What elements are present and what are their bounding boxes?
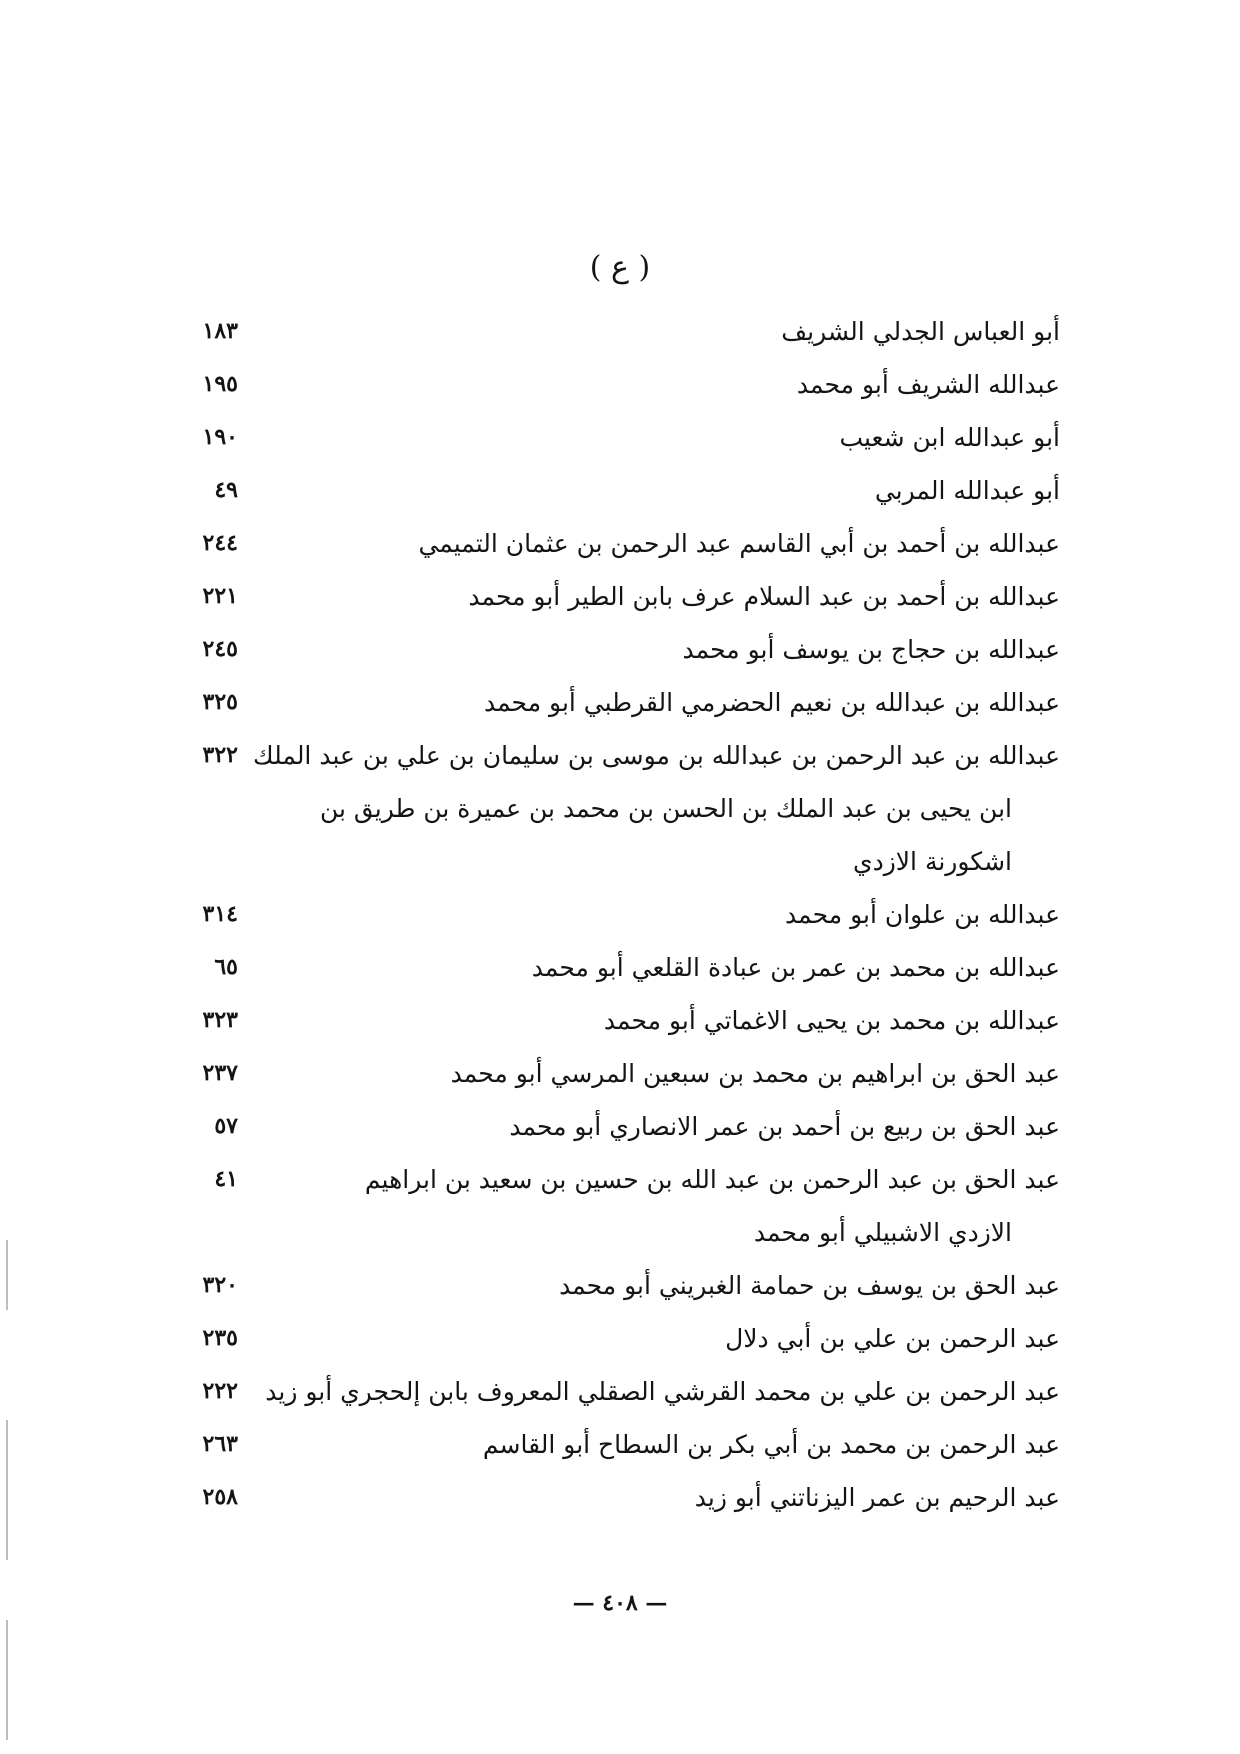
- entry-page-number: ٢٥٨: [202, 1484, 238, 1510]
- entry-name: عبد الحق بن عبد الرحمن بن عبد الله بن حسين بن سعيد بن ابراهيم: [364, 1165, 1060, 1194]
- entry-name: عبدالله بن محمد بن يحيى الاغماتي أبو محمد: [603, 1006, 1060, 1035]
- entry-page-number: ١٩٠: [202, 424, 238, 450]
- entry-name: عبد الحق بن يوسف بن حمامة الغبريني أبو محمد: [559, 1271, 1060, 1300]
- entry-page-number: ٢٦٣: [202, 1431, 238, 1457]
- entry-page-number: ٦٥: [214, 954, 238, 980]
- index-entry: [0, 1047, 1240, 1100]
- index-entry: [0, 358, 1240, 411]
- entry-name: عبدالله بن عبدالله بن نعيم الحضرمي القرطبي أبو محمد: [483, 688, 1060, 717]
- entry-name: عبد الرحمن بن علي بن أبي دلال: [725, 1324, 1060, 1353]
- index-entry: [0, 994, 1240, 1047]
- entry-page-number: ٢٣٧: [202, 1060, 238, 1086]
- entry-name: أبو عبدالله المربي: [874, 476, 1060, 505]
- entry-name: عبد الرحيم بن عمر اليزناتني أبو زيد: [694, 1483, 1060, 1512]
- entry-page-number: ٤١: [214, 1166, 238, 1192]
- index-entry: [0, 1312, 1240, 1365]
- entry-page-number: ٢٤٥: [202, 636, 238, 662]
- index-entry: [0, 1365, 1240, 1418]
- index-entry: [0, 941, 1240, 994]
- entry-page-number: ٢٣٥: [202, 1325, 238, 1351]
- index-entry: [0, 729, 1240, 782]
- entry-page-number: ٣٢٥: [202, 689, 238, 715]
- entry-name: اشكورنة الازدي: [853, 847, 1012, 876]
- entry-page-number: ٣١٤: [202, 901, 238, 927]
- entry-page-number: ٤٩: [214, 477, 238, 503]
- entry-name: عبدالله بن علوان أبو محمد: [785, 900, 1060, 929]
- entry-name: عبدالله بن حجاج بن يوسف أبو محمد: [682, 635, 1060, 664]
- scan-margin-mark: [6, 1620, 8, 1740]
- index-entry: [0, 1259, 1240, 1312]
- index-entry: [0, 1418, 1240, 1471]
- index-entry: [0, 623, 1240, 676]
- index-entry-continuation: [0, 1206, 1240, 1259]
- entry-name: أبو العباس الجدلي الشريف: [781, 317, 1060, 346]
- entry-name: عبد الرحمن بن محمد بن أبي بكر بن السطاح أبو القاسم: [482, 1430, 1060, 1459]
- entry-name: ابن يحيى بن عبد الملك بن الحسن بن محمد بن عميرة بن طريق بن: [319, 794, 1012, 823]
- entry-name: الازدي الاشبيلي أبو محمد: [753, 1218, 1012, 1247]
- section-letter-heading: ( ع ): [589, 250, 651, 285]
- index-entry: [0, 676, 1240, 729]
- index-entry: [0, 1153, 1240, 1206]
- index-entries: [0, 305, 1240, 1524]
- entry-name: عبدالله بن محمد بن عمر بن عبادة القلعي أبو محمد: [531, 953, 1060, 982]
- entry-name: أبو عبدالله ابن شعيب: [839, 423, 1060, 452]
- entry-name: عبدالله الشريف أبو محمد: [796, 370, 1060, 399]
- entry-page-number: ٢٤٤: [202, 530, 238, 556]
- index-entry: [0, 464, 1240, 517]
- entry-page-number: ٢٢٢: [202, 1378, 238, 1404]
- entry-page-number: ٢٢١: [202, 583, 238, 609]
- index-entry: [0, 1471, 1240, 1524]
- entry-page-number: ٣٢٣: [202, 1007, 238, 1033]
- entry-page-number: ٣٢٠: [202, 1272, 238, 1298]
- index-entry: [0, 888, 1240, 941]
- entry-page-number: ٣٢٢: [202, 742, 238, 768]
- index-entry: [0, 570, 1240, 623]
- index-entry: [0, 517, 1240, 570]
- index-entry-continuation: [0, 782, 1240, 835]
- entry-name: عبد الحق بن ربيع بن أحمد بن عمر الانصاري أبو محمد: [509, 1112, 1060, 1141]
- index-entry-continuation: [0, 835, 1240, 888]
- entry-page-number: ٥٧: [214, 1113, 238, 1139]
- entry-page-number: ١٨٣: [202, 318, 238, 344]
- entry-name: عبدالله بن أحمد بن أبي القاسم عبد الرحمن بن عثمان التميمي: [418, 529, 1060, 558]
- entry-name: عبدالله بن عبد الرحمن بن عبدالله بن موسى بن سليمان بن علي بن عبد الملك: [253, 741, 1060, 770]
- entry-name: عبد الرحمن بن علي بن محمد القرشي الصقلي المعروف بابن إلحجري أبو زيد: [265, 1377, 1060, 1406]
- entry-name: عبدالله بن أحمد بن عبد السلام عرف بابن الطير أبو محمد: [468, 582, 1060, 611]
- index-entry: [0, 305, 1240, 358]
- entry-page-number: ١٩٥: [202, 371, 238, 397]
- index-entry: [0, 1100, 1240, 1153]
- page-number: — ٤٠٨ —: [572, 1590, 668, 1616]
- entry-name: عبد الحق بن ابراهيم بن محمد بن سبعين المرسي أبو محمد: [450, 1059, 1060, 1088]
- index-entry: [0, 411, 1240, 464]
